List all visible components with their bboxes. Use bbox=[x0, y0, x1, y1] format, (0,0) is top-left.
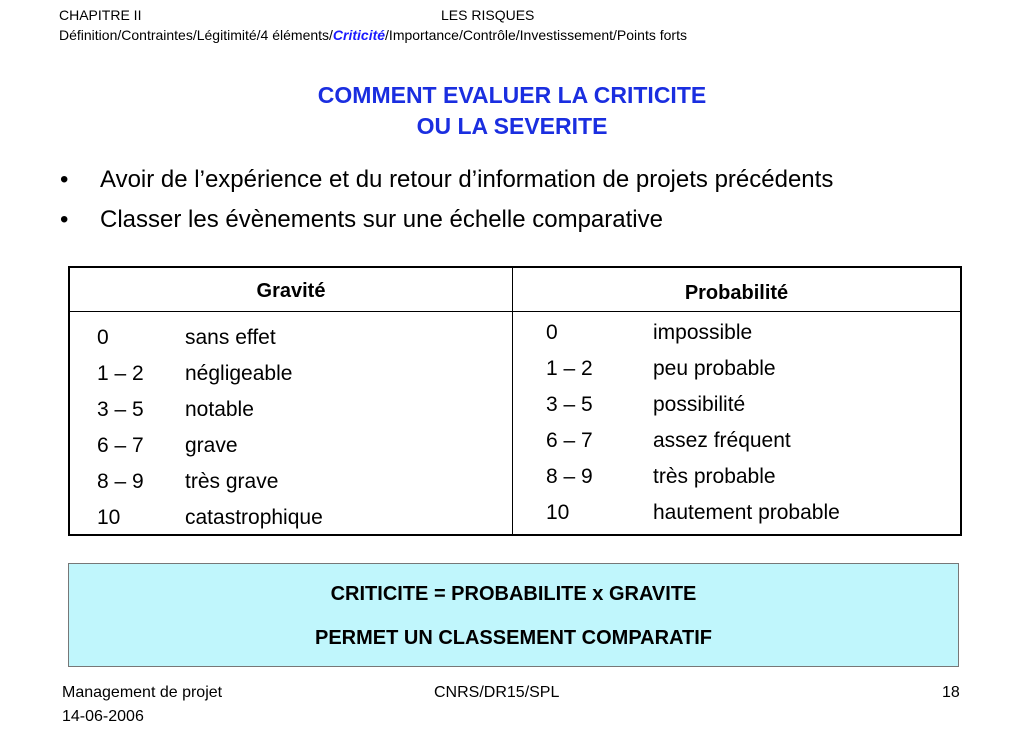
footer-course: Management de projet bbox=[62, 684, 223, 701]
page-number: 18 bbox=[942, 684, 960, 701]
probabilite-label: assez fréquent bbox=[653, 429, 791, 452]
table-row bbox=[97, 392, 497, 428]
gravite-label: notable bbox=[185, 398, 254, 421]
formula-box bbox=[68, 563, 959, 667]
gravite-label: négligeable bbox=[185, 362, 293, 385]
formula-text: CRITICITE = PROBABILITE x GRAVITE bbox=[330, 583, 697, 605]
probabilite-code: 1 – 2 bbox=[546, 357, 593, 380]
gravite-code: 1 – 2 bbox=[97, 362, 144, 385]
probabilite-code: 8 – 9 bbox=[546, 465, 593, 488]
formula-subtext: PERMET UN CLASSEMENT COMPARATIF bbox=[314, 627, 713, 649]
probabilite-code: 6 – 7 bbox=[546, 429, 593, 452]
probabilite-code: 10 bbox=[546, 501, 570, 524]
probabilite-header: Probabilité bbox=[684, 282, 789, 304]
probabilite-code: 0 bbox=[546, 321, 558, 344]
bullet-text: Avoir de l’expérience et du retour d’information de projets précédents bbox=[100, 166, 834, 193]
breadcrumb-after: /Importance/Contrôle/Investissement/Points forts bbox=[385, 27, 687, 43]
breadcrumb-active: Criticité bbox=[332, 27, 386, 43]
section-label: LES RISQUES bbox=[441, 7, 535, 23]
table-row bbox=[97, 500, 497, 536]
table-row bbox=[546, 459, 946, 495]
table-row bbox=[546, 351, 946, 387]
footer-org: CNRS/DR15/SPL bbox=[434, 684, 560, 701]
bullet-dot-icon: • bbox=[60, 206, 69, 233]
bullet-text: Classer les évènements sur une échelle comparative bbox=[100, 206, 663, 233]
probabilite-label: très probable bbox=[653, 465, 776, 488]
gravite-header: Gravité bbox=[256, 280, 326, 302]
probabilite-label: peu probable bbox=[653, 357, 776, 380]
probabilite-label: impossible bbox=[653, 321, 753, 344]
probabilite-code: 3 – 5 bbox=[546, 393, 593, 416]
table-row bbox=[97, 428, 497, 464]
gravite-code: 8 – 9 bbox=[97, 470, 144, 493]
rating-table bbox=[68, 266, 962, 536]
gravite-code: 0 bbox=[97, 326, 109, 349]
gravite-column bbox=[97, 320, 497, 536]
gravite-label: catastrophique bbox=[185, 506, 323, 529]
table-column-divider bbox=[512, 268, 513, 534]
breadcrumb bbox=[59, 27, 687, 44]
gravite-label: grave bbox=[185, 434, 238, 457]
table-header-divider bbox=[70, 311, 960, 312]
chapter-label: CHAPITRE II bbox=[59, 7, 142, 23]
gravite-label: très grave bbox=[185, 470, 279, 493]
table-row bbox=[546, 315, 946, 351]
footer-date: 14-06-2006 bbox=[62, 708, 144, 725]
gravite-label: sans effet bbox=[185, 326, 276, 349]
table-row bbox=[97, 320, 497, 356]
table-row bbox=[97, 464, 497, 500]
breadcrumb-before: Définition/Contraintes/Légitimité/4 éléments/ bbox=[59, 27, 333, 43]
probabilite-label: hautement probable bbox=[653, 501, 840, 524]
slide-title-line-2: OU LA SEVERITE bbox=[416, 113, 608, 139]
table-row bbox=[546, 495, 946, 531]
slide-title-line-1: COMMENT EVALUER LA CRITICITE bbox=[317, 82, 707, 108]
probabilite-label: possibilité bbox=[653, 393, 746, 416]
bullet-dot-icon: • bbox=[60, 166, 69, 193]
table-row bbox=[546, 423, 946, 459]
table-row bbox=[546, 387, 946, 423]
gravite-code: 10 bbox=[97, 506, 121, 529]
table-row bbox=[97, 356, 497, 392]
probabilite-column bbox=[546, 315, 946, 531]
gravite-code: 6 – 7 bbox=[97, 434, 144, 457]
gravite-code: 3 – 5 bbox=[97, 398, 144, 421]
